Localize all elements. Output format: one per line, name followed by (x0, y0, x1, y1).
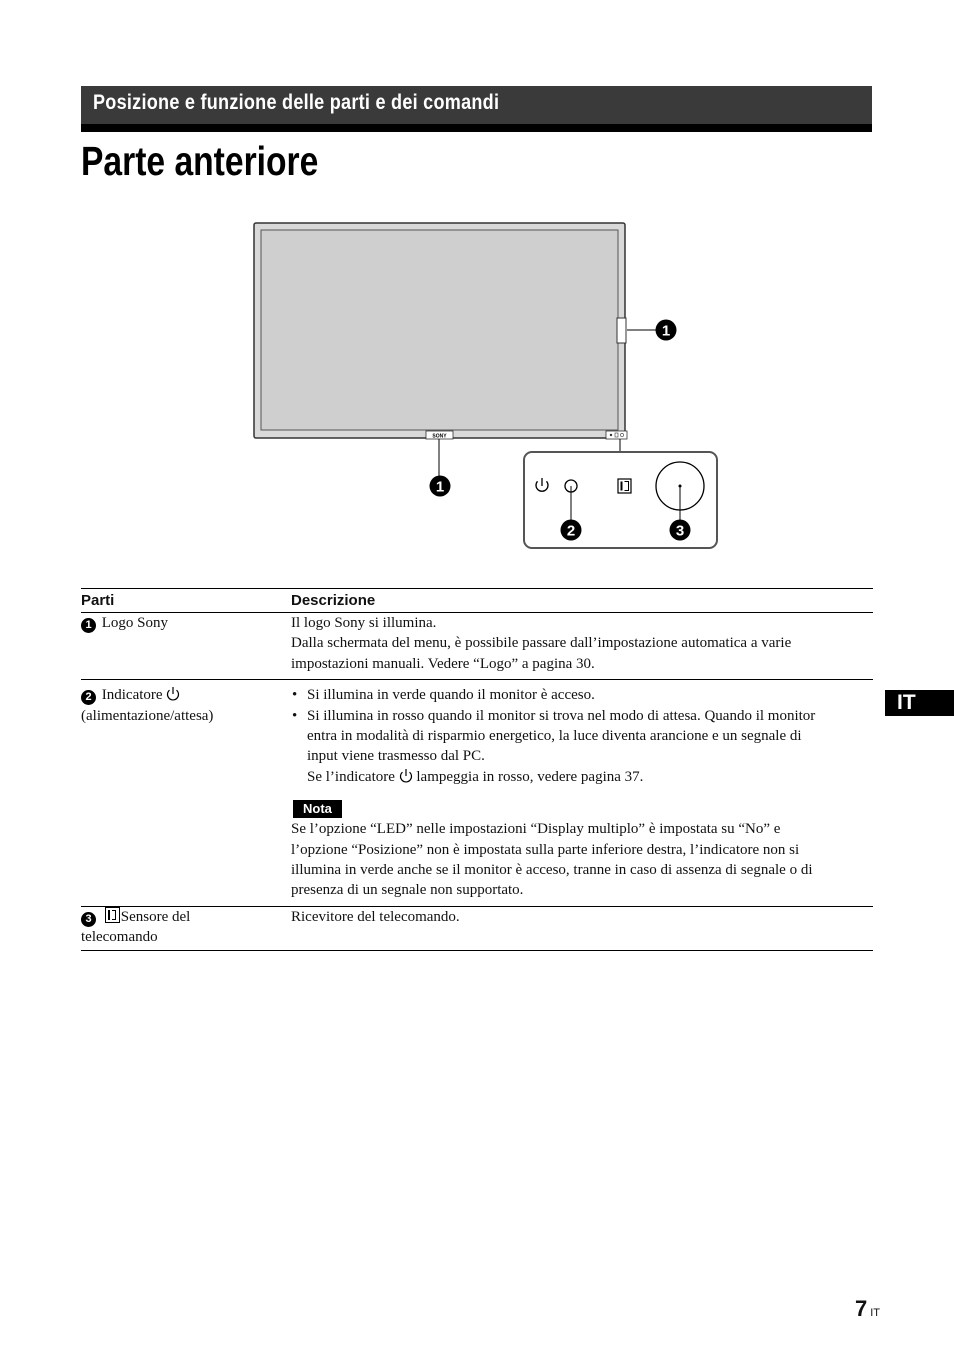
nota-line: illumina in verde anche se il monitor è acceso, tranne in caso di assenza di segnale o di (291, 862, 813, 879)
language-tab (885, 690, 954, 716)
nota-line: presenza di un segnale non supportato. (291, 882, 524, 899)
list-item: • Si illumina in rosso quando il monitor si trova nel modo di attesa. Quando il monitor entra in modalità di risparmio energetico, la luce diventa arancione e un segnale di input viene trasmesso dal PC. Se l’indicatore lampeggia in rosso, vedere pagina 37. (291, 706, 873, 788)
page-number-value: 7 (855, 1296, 868, 1321)
power-icon (166, 686, 180, 701)
header-parts: Parti (81, 592, 115, 609)
header-description: Descrizione (291, 592, 376, 609)
power-icon (399, 768, 413, 783)
row-part-label: (alimentazione/attesa) (81, 707, 214, 724)
row-part (81, 907, 281, 948)
monitor-screen (261, 230, 618, 430)
page-title: Parte anteriore (81, 138, 319, 184)
row-description: Ricevitore del telecomando. (291, 908, 460, 925)
table-row (81, 907, 873, 951)
row-number-badge: 1 (81, 618, 96, 633)
callout-2 (561, 520, 582, 541)
remote-sensor-icon (105, 907, 120, 923)
desc-line: impostazioni manuali. Vedere “Logo” a pagina 30. (291, 655, 595, 672)
section-title: Posizione e funzione delle parti e dei comandi (93, 91, 500, 114)
callout-3 (670, 520, 691, 541)
row-description (291, 613, 873, 674)
svg-text:2: 2 (566, 522, 576, 540)
table-header (81, 588, 873, 613)
table-row (81, 680, 873, 907)
row-description (291, 685, 873, 901)
row-part-label: Indicatore (101, 687, 163, 704)
side-logo-panel (617, 318, 626, 343)
parts-table (81, 588, 873, 951)
callout-1-right (656, 320, 677, 341)
row-part (81, 685, 281, 726)
nota-label: Nota (293, 800, 342, 818)
bullet-list (291, 685, 873, 787)
page-number-suffix: IT (870, 1307, 881, 1319)
nota-line: Se l’opzione “LED” nelle impostazioni “Display multiplo” è impostata su “No” e (291, 821, 781, 838)
row-part (81, 613, 281, 633)
callout-1-bottom (430, 476, 451, 497)
nota-line: l’opzione “Posizione” non è impostata sulla parte inferiore destra, l’indicatore non si (291, 841, 800, 858)
desc-line: Il logo Sony si illumina. (291, 615, 437, 631)
monitor-front-diagram (0, 0, 954, 580)
language-tab-label: IT (897, 691, 916, 714)
remote-sensor-icon (618, 479, 631, 493)
row-number-badge: 3 (81, 912, 96, 927)
row-number-badge: 2 (81, 690, 96, 705)
list-item: • Si illumina in verde quando il monitor è acceso. (291, 685, 873, 705)
page-number (855, 1296, 880, 1322)
svg-text:3: 3 (675, 522, 685, 540)
svg-text:1: 1 (435, 478, 445, 496)
bottom-logo-text: SONY (432, 433, 447, 440)
row-part-label: Sensore del (120, 908, 191, 925)
row-part-label: Logo Sony (101, 615, 169, 631)
row-part-label: telecomando (81, 929, 158, 946)
svg-text:1: 1 (661, 322, 671, 340)
table-row (81, 613, 873, 680)
desc-line: Dalla schermata del menu, è possibile passare dall’impostazione automatica a varie (291, 635, 792, 652)
